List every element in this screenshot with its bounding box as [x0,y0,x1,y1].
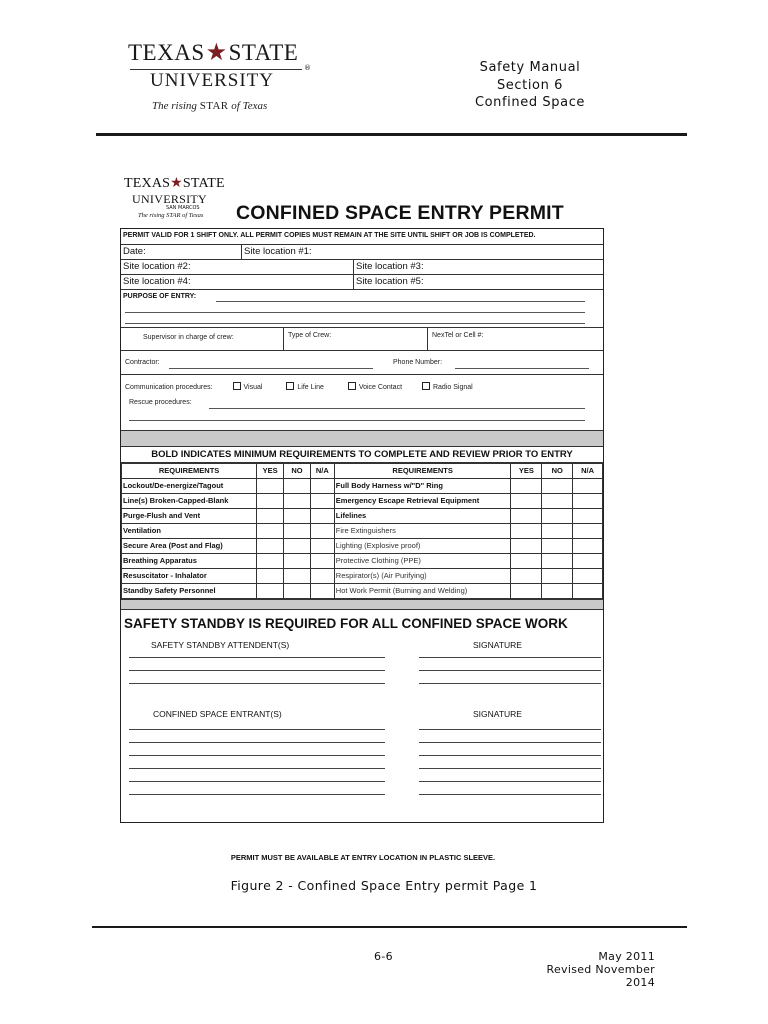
site-3-label: Site location #3: [356,261,424,272]
standby-section [121,610,603,822]
requirement-left: Ventilation [122,524,257,539]
university-logo [128,38,318,118]
contractor-field[interactable] [121,351,371,374]
communication-label: Communication procedures: [125,384,213,391]
table-row [122,554,603,569]
entrant-signature-label: SIGNATURE [473,709,522,719]
attendent-name-line[interactable] [129,742,385,743]
attendent-name-line[interactable] [129,755,385,756]
requirement-yes-cell[interactable] [511,554,542,569]
checkbox-icon[interactable] [233,382,241,390]
site-location-3-field[interactable] [353,260,603,274]
logo-tagline [152,100,267,112]
attendent-name-line[interactable] [129,657,385,658]
standby-title: SAFETY STANDBY IS REQUIRED FOR ALL CONFINED SPACE WORK [124,616,568,631]
site-row-2 [121,260,603,275]
signature-line[interactable] [419,794,601,795]
requirement-left: Breathing Apparatus [122,554,257,569]
requirement-na-cell[interactable] [573,509,603,524]
requirement-no-cell[interactable] [542,524,573,539]
registered-mark: ® [304,64,311,72]
section-topic: Confined Space [474,95,586,110]
signature-line[interactable] [419,755,601,756]
requirement-yes-cell[interactable] [511,509,542,524]
requirement-na-cell[interactable] [310,584,334,599]
star-icon: ★ [205,40,228,66]
nextel-label: NexTel or Cell #: [432,332,484,339]
checkbox-icon[interactable] [422,382,430,390]
requirement-no-cell[interactable] [542,554,573,569]
signature-line[interactable] [419,657,601,658]
requirements-header-cell: NO [542,464,573,479]
requirement-no-cell[interactable] [284,524,311,539]
permit-logo-texas: TEXAS [124,175,171,191]
site-2-label: Site location #2: [123,261,191,272]
signature-line[interactable] [419,742,601,743]
requirements-header-cell: N/A [310,464,334,479]
figure-caption: Figure 2 - Confined Space Entry permit Page 1 [230,878,538,893]
requirement-left: Line(s) Broken-Capped-Blank [122,494,257,509]
comm-option-visual[interactable]: Visual [233,384,263,391]
table-row [122,584,603,599]
contractor-row [121,351,603,375]
tagline-suffix: of Texas [231,100,268,112]
date-field[interactable] [121,245,241,259]
table-row [122,524,603,539]
purpose-line [125,312,585,313]
requirement-right: Lighting (Explosive proof) [334,539,511,554]
requirement-na-cell[interactable] [310,479,334,494]
phone-field[interactable] [389,351,603,374]
requirement-na-cell[interactable] [573,494,603,509]
requirement-yes-cell[interactable] [511,479,542,494]
star-icon: ★ [170,176,183,191]
requirement-yes-cell[interactable] [257,539,284,554]
requirement-no-cell[interactable] [284,569,311,584]
header-divider [96,133,687,136]
site-location-5-field[interactable] [353,275,603,289]
attendent-name-line[interactable] [129,781,385,782]
attendent-name-line[interactable] [129,670,385,671]
requirement-na-cell[interactable] [573,479,603,494]
manual-title: Safety Manual [479,60,581,75]
site-4-label: Site location #4: [123,276,191,287]
rescue-line [209,408,585,409]
permit-footer-notice: PERMIT MUST BE AVAILABLE AT ENTRY LOCATION IN PLASTIC SLEEVE. [230,853,496,862]
requirement-right: Lifelines [334,509,511,524]
requirement-yes-cell[interactable] [511,569,542,584]
requirement-na-cell[interactable] [310,509,334,524]
requirement-no-cell[interactable] [284,554,311,569]
requirement-na-cell[interactable] [310,524,334,539]
requirements-header-cell: N/A [573,464,603,479]
requirements-header-cell: YES [257,464,284,479]
site-1-label: Site location #1: [244,246,312,257]
footer-date: May 2011 [598,950,655,963]
logo-word-state: STATE [228,39,299,65]
site-location-1-field[interactable] [241,245,603,259]
footer-dates [520,950,655,989]
requirement-yes-cell[interactable] [257,479,284,494]
phone-line [455,368,589,369]
entrant-label: CONFINED SPACE ENTRANT(S) [153,709,282,719]
signature-line[interactable] [419,768,601,769]
requirement-no-cell[interactable] [284,494,311,509]
table-row [122,509,603,524]
requirement-no-cell[interactable] [542,479,573,494]
logo-wordmark [128,38,318,67]
requirements-header-cell: REQUIREMENTS [334,464,511,479]
requirement-yes-cell[interactable] [511,524,542,539]
contractor-line [169,368,373,369]
requirement-right: Hot Work Permit (Burning and Welding) [334,584,511,599]
permit-logo [124,175,234,225]
tagline-star: STAR [199,100,229,112]
signature-line[interactable] [419,729,601,730]
table-row [122,569,603,584]
site-row-3 [121,275,603,290]
checkbox-icon[interactable] [348,382,356,390]
requirement-no-cell[interactable] [542,569,573,584]
requirements-header-cell: REQUIREMENTS [122,464,257,479]
requirement-yes-cell[interactable] [257,509,284,524]
requirement-yes-cell[interactable] [257,569,284,584]
permit-logo-wordmark [124,175,234,192]
nextel-field[interactable] [427,328,603,350]
requirement-right: Protective Clothing (PPE) [334,554,511,569]
footer-divider [92,926,687,928]
attendent-signature-label: SIGNATURE [473,640,522,650]
footer-revised: Revised November 2014 [546,963,655,989]
site-5-label: Site location #5: [356,276,424,287]
requirement-no-cell[interactable] [542,584,573,599]
supervisor-field[interactable] [121,328,283,350]
requirement-no-cell[interactable] [284,539,311,554]
crew-type-field[interactable] [283,328,427,350]
site-location-2-field[interactable] [121,260,353,274]
validity-notice: PERMIT VALID FOR 1 SHIFT ONLY. ALL PERMIT COPIES MUST REMAIN AT THE SITE UNTIL SHIFT OR JOB IS COMPLETED. [123,232,536,239]
permit-logo-tagline: The rising STAR of Texas [138,212,204,219]
permit-figure [118,160,608,870]
permit-title: CONFINED SPACE ENTRY PERMIT [236,202,564,224]
requirements-table [121,463,603,599]
attendent-name-line[interactable] [129,768,385,769]
requirement-no-cell[interactable] [542,539,573,554]
requirement-left: Resuscitator - Inhalator [122,569,257,584]
grey-separator [121,600,603,610]
validity-row [121,229,603,245]
requirement-na-cell[interactable] [573,524,603,539]
phone-label: Phone Number: [393,359,443,366]
requirement-na-cell[interactable] [310,539,334,554]
attendent-name-line[interactable] [129,683,385,684]
grey-separator [121,431,603,447]
requirement-yes-cell[interactable] [511,584,542,599]
requirement-no-cell[interactable] [284,509,311,524]
requirement-left: Standby Safety Personnel [122,584,257,599]
requirement-na-cell[interactable] [573,554,603,569]
date-label: Date: [123,246,146,257]
requirement-yes-cell[interactable] [257,554,284,569]
requirements-header-row [122,464,603,479]
bold-notice-row [121,447,603,463]
table-row [122,539,603,554]
requirement-yes-cell[interactable] [257,494,284,509]
purpose-line [216,301,585,302]
supervisor-label: Supervisor in charge of crew: [143,334,234,341]
purpose-row [121,290,603,328]
crew-type-label: Type of Crew: [288,332,332,339]
contractor-label: Contractor: [125,359,160,366]
purpose-field[interactable]: PURPOSE OF ENTRY: [123,293,197,300]
requirement-yes-cell[interactable] [257,524,284,539]
attendent-name-line[interactable] [129,794,385,795]
permit-logo-state: STATE [182,175,225,191]
requirement-yes-cell[interactable] [257,584,284,599]
requirement-no-cell[interactable] [542,494,573,509]
signature-line[interactable] [419,683,601,684]
requirement-right: Full Body Harness w/"D" Ring [334,479,511,494]
logo-university: UNIVERSITY [150,70,274,91]
permit-logo-campus: SAN MARCOS [166,205,200,211]
requirement-na-cell[interactable] [573,569,603,584]
requirement-na-cell[interactable] [310,569,334,584]
requirement-left: Lockout/De-energize/Tagout [122,479,257,494]
logo-word-texas: TEXAS [128,39,205,65]
rescue-field[interactable] [121,399,603,430]
requirement-left: Purge-Flush and Vent [122,509,257,524]
rescue-line [129,420,585,421]
requirements-row [121,463,603,600]
document-heading [455,59,605,112]
requirement-no-cell[interactable] [284,584,311,599]
crew-row [121,328,603,351]
requirement-right: Respirator(s) (Air Purifying) [334,569,511,584]
requirement-right: Emergency Escape Retrieval Equipment [334,494,511,509]
table-row [122,494,603,509]
rescue-label: Rescue procedures: [129,399,192,406]
requirements-header-cell: NO [284,464,311,479]
requirement-no-cell[interactable] [542,509,573,524]
requirements-header-cell: YES [511,464,542,479]
signature-line[interactable] [419,781,601,782]
checkbox-icon[interactable] [286,382,294,390]
attendent-label: SAFETY STANDBY ATTENDENT(S) [151,640,290,650]
requirement-no-cell[interactable] [284,479,311,494]
permit-logo-university: UNIVERSITY [132,192,207,206]
requirement-na-cell[interactable] [573,539,603,554]
table-row [122,479,603,494]
comm-option-voice[interactable]: Voice Contact [348,384,402,391]
requirement-right: Fire Extinguishers [334,524,511,539]
procedures-row [121,375,603,431]
site-location-4-field[interactable] [121,275,353,289]
comm-option-lifeline[interactable]: Life Line [286,384,323,391]
comm-option-radio[interactable]: Radio Signal [422,384,473,391]
requirement-na-cell[interactable] [310,494,334,509]
attendent-name-line[interactable] [129,729,385,730]
requirement-left: Secure Area (Post and Flag) [122,539,257,554]
page-number: 6-6 [374,950,393,963]
purpose-line [125,323,585,324]
requirement-na-cell[interactable] [573,584,603,599]
bold-notice: BOLD INDICATES MINIMUM REQUIREMENTS TO COMPLETE AND REVIEW PRIOR TO ENTRY [151,449,573,460]
date-row [121,245,603,260]
tagline-prefix: The rising [152,100,197,112]
requirement-na-cell[interactable] [310,554,334,569]
section-number: Section 6 [496,77,564,93]
permit-form [120,228,604,823]
signature-line[interactable] [419,670,601,671]
requirement-yes-cell[interactable] [511,539,542,554]
requirement-yes-cell[interactable] [511,494,542,509]
purpose-label: PURPOSE OF ENTRY [123,293,194,300]
